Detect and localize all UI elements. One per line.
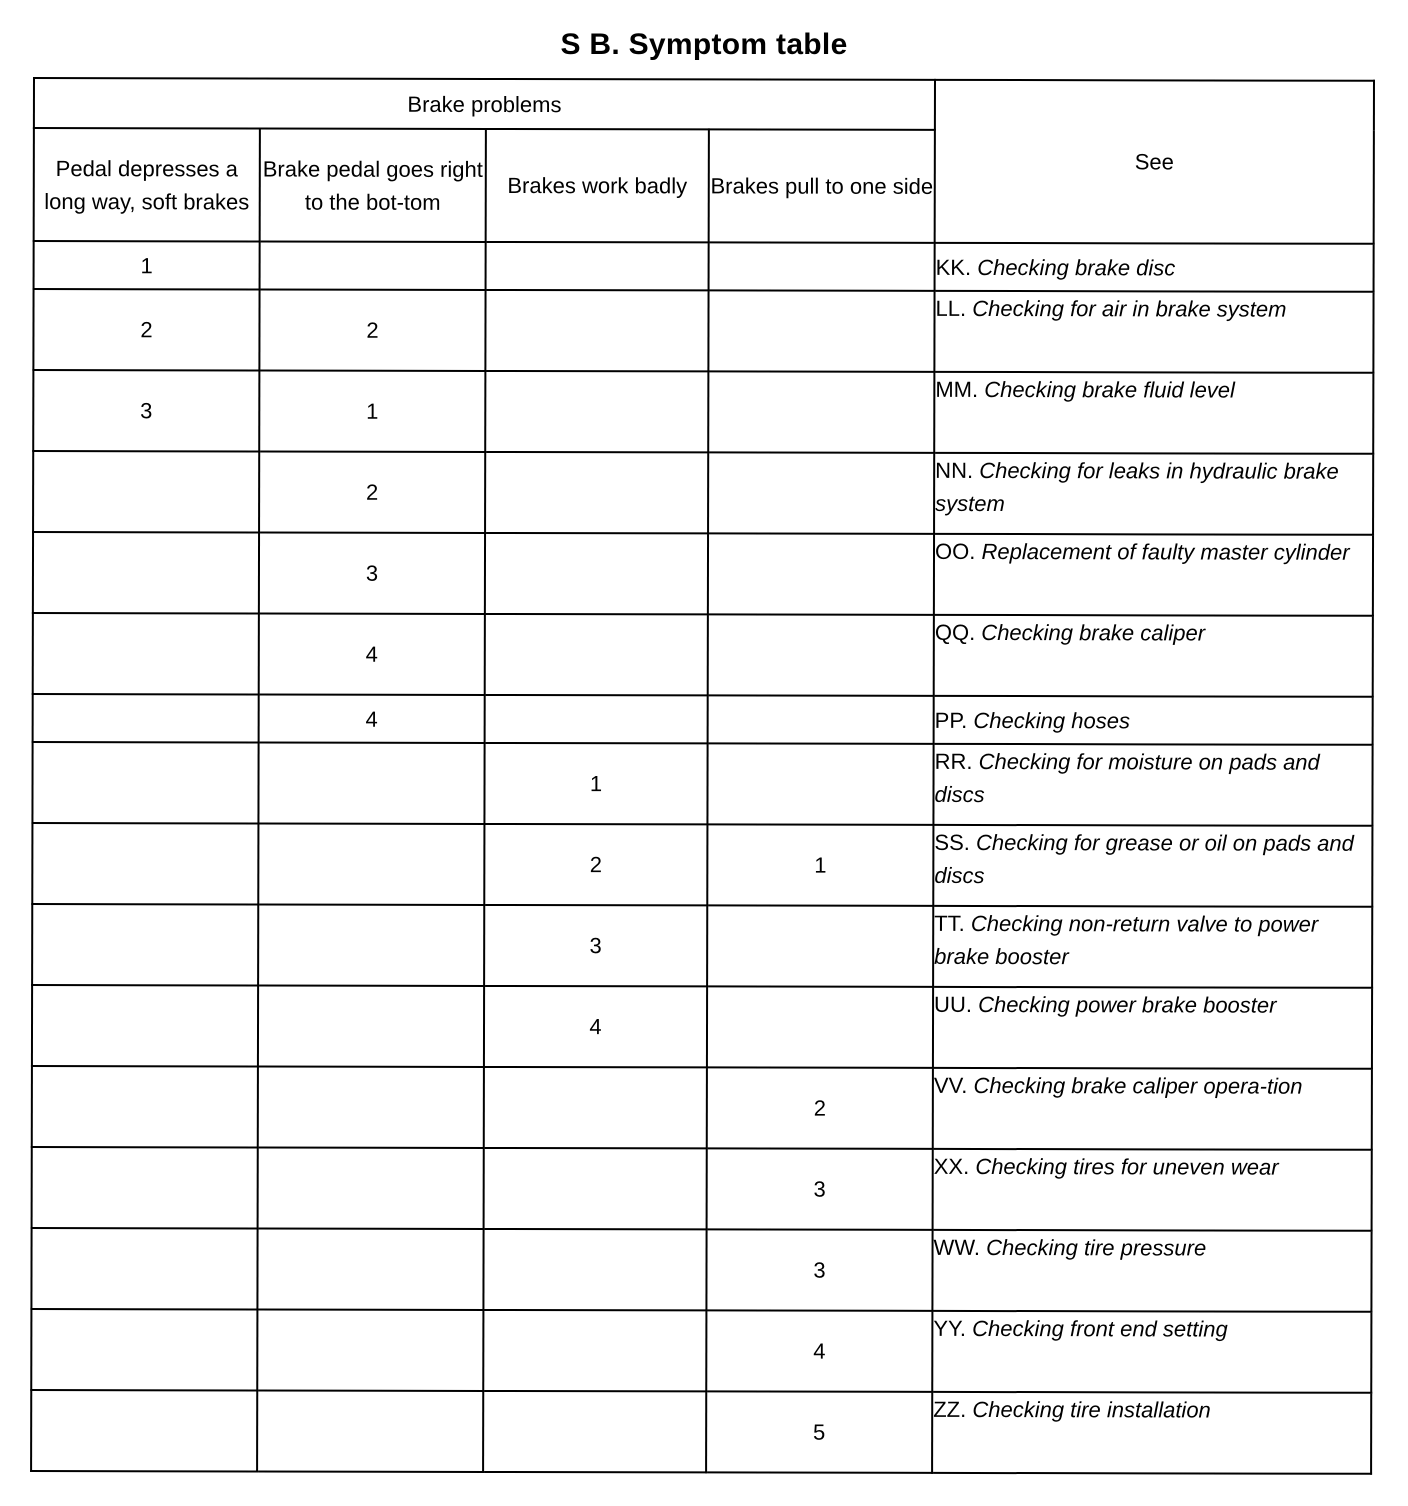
table-row xyxy=(32,904,1372,988)
cell-brakes-pull xyxy=(708,290,934,371)
brake-problems-header: Brake problems xyxy=(34,78,935,130)
see-code: QQ. xyxy=(934,619,976,645)
see-text: Checking hoses xyxy=(973,707,1130,733)
cell-brakes-pull xyxy=(707,743,933,824)
cell-pedal-to-bottom: 3 xyxy=(259,532,485,613)
column-header-brakes-work-badly: Brakes work badly xyxy=(486,129,709,242)
see-text: Checking non-return valve to power brake booster xyxy=(934,910,1319,970)
cell-pedal-to-bottom xyxy=(258,1066,484,1147)
see-code: KK. xyxy=(935,254,972,280)
cell-soft-brakes xyxy=(33,613,259,694)
table-row xyxy=(32,742,1372,826)
cell-brakes-work-badly: 1 xyxy=(484,743,707,824)
cell-see xyxy=(934,534,1373,616)
cell-soft-brakes: 1 xyxy=(34,241,260,289)
see-code: VV. xyxy=(933,1072,968,1098)
see-code: TT. xyxy=(934,910,965,936)
table-body xyxy=(31,241,1374,1474)
cell-soft-brakes xyxy=(31,1390,257,1471)
cell-soft-brakes xyxy=(32,1147,258,1228)
cell-see xyxy=(933,906,1372,988)
cell-see xyxy=(932,1230,1371,1312)
cell-see xyxy=(934,453,1373,535)
table-row xyxy=(31,1390,1371,1474)
cell-pedal-to-bottom: 2 xyxy=(259,289,485,370)
table-row xyxy=(33,289,1373,373)
cell-soft-brakes: 2 xyxy=(33,289,259,370)
table-row xyxy=(33,532,1373,616)
see-text: Checking tires for uneven wear xyxy=(975,1153,1279,1180)
cell-soft-brakes xyxy=(33,451,259,532)
cell-brakes-pull xyxy=(708,695,934,743)
cell-brakes-pull xyxy=(707,986,933,1067)
cell-see xyxy=(933,987,1372,1069)
table-row xyxy=(33,613,1373,697)
cell-brakes-work-badly xyxy=(485,452,708,533)
cell-see xyxy=(932,1311,1371,1393)
cell-brakes-work-badly xyxy=(485,290,708,371)
see-code: NN. xyxy=(935,457,974,483)
table-row xyxy=(32,985,1372,1069)
cell-brakes-work-badly xyxy=(483,1229,706,1310)
cell-brakes-pull: 1 xyxy=(707,824,933,905)
table-row xyxy=(32,823,1372,907)
cell-brakes-work-badly xyxy=(485,695,708,743)
cell-brakes-work-badly xyxy=(485,533,708,614)
cell-pedal-to-bottom: 4 xyxy=(259,694,485,742)
table-row xyxy=(33,694,1373,745)
see-code: MM. xyxy=(935,376,979,402)
see-code: LL. xyxy=(935,295,967,321)
cell-pedal-to-bottom xyxy=(258,1147,484,1228)
cell-brakes-pull xyxy=(708,452,934,533)
cell-brakes-work-badly xyxy=(485,614,708,695)
see-text: Checking brake caliper xyxy=(981,619,1206,646)
see-text: Checking front end setting xyxy=(972,1315,1228,1342)
see-text: Checking tire installation xyxy=(972,1396,1211,1423)
table-row xyxy=(33,370,1373,454)
see-text: Checking brake disc xyxy=(977,254,1176,280)
see-code: RR. xyxy=(934,748,973,774)
cell-brakes-pull: 3 xyxy=(707,1148,933,1229)
table-row xyxy=(34,241,1374,292)
cell-see xyxy=(933,825,1372,907)
cell-see xyxy=(935,243,1374,292)
table-row xyxy=(32,1147,1372,1231)
cell-soft-brakes xyxy=(32,985,258,1066)
table-row xyxy=(33,451,1373,535)
column-header-soft-brakes: Pedal depresses a long way, soft brakes xyxy=(34,128,260,241)
page-title: S B. Symptom table xyxy=(560,28,848,61)
cell-brakes-pull: 4 xyxy=(706,1310,932,1391)
cell-pedal-to-bottom xyxy=(257,1309,483,1390)
cell-see xyxy=(933,1149,1372,1231)
cell-pedal-to-bottom xyxy=(257,1228,483,1309)
cell-pedal-to-bottom xyxy=(260,241,486,289)
cell-brakes-work-badly: 3 xyxy=(484,905,707,986)
cell-pedal-to-bottom xyxy=(258,823,484,904)
cell-pedal-to-bottom xyxy=(258,742,484,823)
table-row xyxy=(31,1309,1371,1393)
see-text: Checking for leaks in hydraulic brake system xyxy=(935,457,1339,517)
cell-soft-brakes: 3 xyxy=(33,370,259,451)
see-text: Checking tire pressure xyxy=(986,1234,1207,1261)
cell-see xyxy=(934,372,1373,454)
see-text: Checking brake caliper opera-tion xyxy=(973,1072,1303,1099)
see-code: XX. xyxy=(933,1153,970,1179)
see-text: Checking brake fluid level xyxy=(984,376,1235,403)
cell-soft-brakes xyxy=(33,694,259,742)
see-code: OO. xyxy=(934,538,976,564)
cell-pedal-to-bottom: 4 xyxy=(259,613,485,694)
cell-pedal-to-bottom: 1 xyxy=(259,370,485,451)
cell-brakes-work-badly: 2 xyxy=(484,824,707,905)
cell-brakes-work-badly xyxy=(484,1148,707,1229)
see-code: UU. xyxy=(934,991,972,1017)
cell-soft-brakes xyxy=(33,532,259,613)
cell-soft-brakes xyxy=(32,823,258,904)
see-text: Checking for moisture on pads and discs xyxy=(934,748,1320,807)
cell-brakes-work-badly xyxy=(486,242,709,290)
column-header-pedal-to-bottom: Brake pedal goes right to the bot-tom xyxy=(260,128,486,241)
cell-brakes-work-badly xyxy=(484,1067,707,1148)
cell-brakes-work-badly xyxy=(483,1391,706,1472)
see-code: PP. xyxy=(934,707,968,733)
cell-brakes-work-badly xyxy=(485,371,708,452)
cell-see xyxy=(934,696,1373,745)
cell-brakes-pull: 2 xyxy=(707,1067,933,1148)
cell-brakes-pull xyxy=(709,242,935,290)
see-code: YY. xyxy=(933,1315,967,1341)
cell-brakes-work-badly xyxy=(483,1310,706,1391)
table-row xyxy=(32,1066,1372,1150)
cell-pedal-to-bottom: 2 xyxy=(259,451,485,532)
cell-brakes-work-badly: 4 xyxy=(484,986,707,1067)
cell-brakes-pull xyxy=(708,371,934,452)
cell-soft-brakes xyxy=(32,1066,258,1147)
cell-pedal-to-bottom xyxy=(258,904,484,985)
column-header-brakes-pull: Brakes pull to one side xyxy=(709,129,935,242)
cell-soft-brakes xyxy=(32,904,258,985)
see-text: Checking for air in brake system xyxy=(972,295,1287,322)
cell-brakes-pull: 5 xyxy=(706,1391,932,1472)
see-text: Replacement of faulty master cylinder xyxy=(981,538,1350,565)
cell-soft-brakes xyxy=(31,1228,257,1309)
cell-brakes-pull xyxy=(708,614,934,695)
see-text: Checking for grease or oil on pads and discs xyxy=(934,829,1354,888)
see-header: See xyxy=(935,80,1374,244)
see-code: SS. xyxy=(934,829,970,855)
see-text: Checking power brake booster xyxy=(978,991,1277,1018)
cell-soft-brakes xyxy=(32,742,258,823)
see-code: WW. xyxy=(933,1234,981,1260)
cell-brakes-pull: 3 xyxy=(706,1229,932,1310)
cell-brakes-pull xyxy=(707,905,933,986)
cell-pedal-to-bottom xyxy=(257,1390,483,1471)
cell-see xyxy=(934,291,1373,373)
cell-see xyxy=(934,615,1373,697)
table-row xyxy=(31,1228,1371,1312)
cell-see xyxy=(932,1392,1371,1474)
cell-see xyxy=(933,744,1372,826)
cell-pedal-to-bottom xyxy=(258,985,484,1066)
cell-see xyxy=(933,1068,1372,1150)
cell-soft-brakes xyxy=(31,1309,257,1390)
see-code: ZZ. xyxy=(933,1396,967,1422)
cell-brakes-pull xyxy=(708,533,934,614)
symptom-table xyxy=(30,77,1375,1475)
